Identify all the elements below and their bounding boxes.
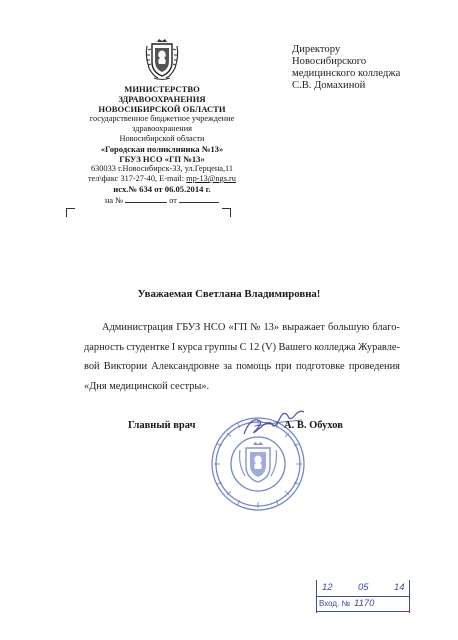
body-word: колледжа <box>314 341 356 353</box>
body-word: курса <box>177 341 203 353</box>
body-word: группы <box>204 341 238 353</box>
corner-mark-right <box>222 208 231 217</box>
signatory-title: Главный врач <box>128 420 196 431</box>
letterhead <box>62 38 262 206</box>
body-word: Журавле- <box>358 341 400 353</box>
body-word: НСО <box>203 322 226 333</box>
salutation: Уважаемая Светлана Владимировна! <box>137 288 321 300</box>
stamp-number-label: Вход. № <box>319 599 351 608</box>
stamp-divider <box>316 596 410 597</box>
stamp-number: 1170 <box>354 598 375 609</box>
body-word: 13» <box>263 322 280 333</box>
addressee-line-1: Директору <box>292 44 341 55</box>
institution-line-2: здравоохранения <box>132 124 192 133</box>
institution-line-3: Новосибирской области <box>119 134 205 143</box>
body-word: Александровне <box>151 361 220 373</box>
body-word: Виктории <box>103 361 148 373</box>
coat-of-arms-emblem <box>144 38 180 82</box>
body-word: «ГП <box>228 322 248 333</box>
body-word: вой <box>84 361 100 373</box>
body-word: 12 <box>248 341 260 353</box>
body-word: С <box>239 341 247 353</box>
body-word: подготовке <box>295 361 345 373</box>
body-word: за <box>223 361 232 373</box>
body-word: помощь <box>236 361 272 373</box>
body-line-3 <box>84 357 400 377</box>
addressee-line-2: Новосибирского <box>292 56 367 67</box>
body-word: дарность <box>84 341 125 353</box>
signatory-name: А. В. Обухов <box>284 420 343 431</box>
corner-mark-left <box>66 208 75 217</box>
addressee-line-4: С.В. Домахиной <box>292 80 366 91</box>
clinic-contacts <box>62 174 262 184</box>
outgoing-reference: исх.№ 634 от 06.05.2014 г. <box>113 184 211 194</box>
body-word: Администрация <box>102 322 174 333</box>
addressee-block <box>292 44 442 92</box>
body-word: I <box>171 341 176 353</box>
stamp-bottom-line <box>316 611 410 612</box>
addressee-line-3: медицинского колледжа <box>292 68 401 79</box>
body-word: проведения <box>348 361 400 373</box>
body-line-2 <box>84 338 400 358</box>
body-word: большую <box>328 322 370 333</box>
body-word: (V) <box>261 341 277 353</box>
body-line-1 <box>84 318 400 338</box>
body-word: ГБУЗ <box>176 322 201 333</box>
ministry-line-1: МИНИСТЕРСТВО <box>124 84 200 94</box>
incoming-registration-stamp <box>316 580 410 614</box>
body-word: благо- <box>372 322 400 333</box>
stamp-month: 05 <box>358 582 369 593</box>
reply-ref-number-blank <box>125 194 167 203</box>
body-word: при <box>275 361 292 373</box>
clinic-address: 630033 г.Новосибирск-33, ул.Герцена,11 <box>90 164 234 173</box>
body-word: выражает <box>282 322 325 333</box>
ministry-line-3: НОВОСИБИРСКОЙ ОБЛАСТИ <box>98 104 226 114</box>
clinic-name: «Городская поликлиника №13» <box>100 144 224 154</box>
clinic-short-name: ГБУЗ НСО «ГП №13» <box>119 154 205 164</box>
email-link[interactable]: mp-13@ngs.ru <box>186 174 236 183</box>
stamp-year: 14 <box>394 582 405 593</box>
reply-reference-line <box>62 194 262 206</box>
letter-body <box>84 318 400 396</box>
reply-ref-prefix: на № <box>104 196 124 205</box>
body-word: Вашего <box>278 341 312 353</box>
reply-ref-middle: от <box>169 196 177 205</box>
phone-fax: тел\факс 317-27-40, E-mail: <box>88 174 187 183</box>
body-line-4: «Дня медицинской сестры». <box>84 380 210 392</box>
reply-ref-date-blank <box>179 194 219 203</box>
body-word: студентке <box>126 341 170 353</box>
stamp-day: 12 <box>322 582 333 593</box>
institution-line-1: государственное бюджетное учреждение <box>89 114 235 123</box>
body-word: № <box>250 322 261 333</box>
ministry-line-2: ЗДРАВООХРАНЕНИЯ <box>118 94 206 104</box>
